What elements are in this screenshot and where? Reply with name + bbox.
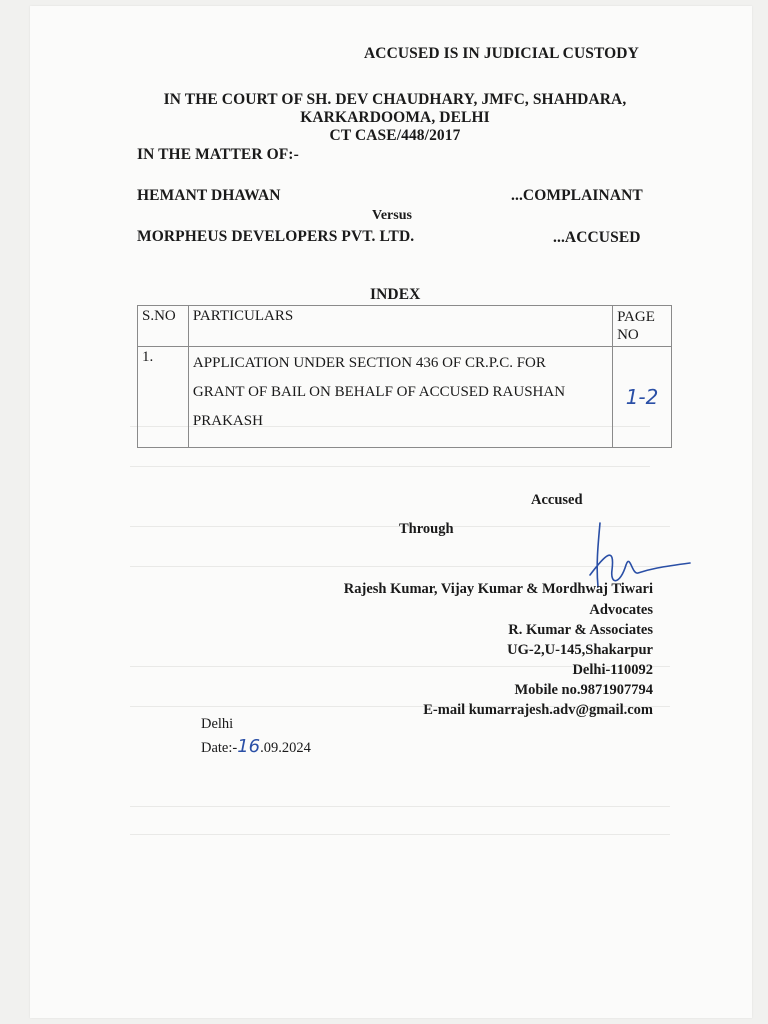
index-title: INDEX bbox=[370, 286, 421, 303]
court-line-1: IN THE COURT OF SH. DEV CHAUDHARY, JMFC, SHAHDARA, bbox=[163, 91, 627, 108]
row-particulars-line-1: APPLICATION UNDER SECTION 436 OF CR.P.C. FOR bbox=[192, 355, 546, 371]
accused-role: ...ACCUSED bbox=[553, 229, 641, 246]
case-number: CT CASE/448/2017 bbox=[329, 127, 461, 144]
custody-note: ACCUSED IS IN JUDICIAL CUSTODY bbox=[364, 45, 639, 62]
table-row bbox=[138, 347, 672, 448]
date-label: Date:- bbox=[201, 740, 238, 756]
firm-name: R. Kumar & Associates bbox=[508, 622, 653, 638]
advocates-names: Rajesh Kumar, Vijay Kumar & Mordhwaj Tiwari bbox=[343, 581, 653, 597]
header-page bbox=[613, 306, 672, 347]
table-header-row bbox=[138, 306, 672, 347]
header-sno: S.NO bbox=[138, 306, 189, 347]
row-particulars-line-2: GRANT OF BAIL ON BEHALF OF ACCUSED RAUSHAN bbox=[192, 384, 566, 400]
date-line bbox=[201, 736, 311, 757]
address-line-2: Delhi-110092 bbox=[572, 662, 653, 678]
through-label: Through bbox=[399, 521, 454, 537]
index-table bbox=[137, 305, 672, 448]
row-page bbox=[613, 347, 672, 448]
header-page-label: PAGE NO bbox=[617, 309, 655, 343]
date-rest: .09.2024 bbox=[260, 740, 311, 756]
complainant-name: HEMANT DHAWAN bbox=[137, 187, 281, 204]
matter-label: IN THE MATTER OF:- bbox=[137, 146, 299, 163]
accused-name: MORPHEUS DEVELOPERS PVT. LTD. bbox=[137, 228, 415, 245]
row-sno: 1. bbox=[138, 347, 189, 448]
row-particulars bbox=[188, 347, 612, 448]
complainant-role: ...COMPLAINANT bbox=[511, 187, 643, 204]
place-label: Delhi bbox=[201, 716, 234, 732]
versus-label: Versus bbox=[372, 208, 412, 223]
advocates-label: Advocates bbox=[589, 602, 653, 618]
mobile-number: Mobile no.9871907794 bbox=[514, 682, 653, 698]
accused-label: Accused bbox=[531, 492, 583, 508]
email-address: E-mail kumarrajesh.adv@gmail.com bbox=[423, 702, 653, 718]
row-particulars-line-3: PRAKASH bbox=[192, 413, 263, 429]
date-day-handwritten: 16 bbox=[237, 736, 261, 757]
header-particulars: PARTICULARS bbox=[188, 306, 612, 347]
court-line-2: KARKARDOOMA, DELHI bbox=[300, 109, 490, 126]
row-page-handwritten: 1-2 bbox=[625, 385, 659, 409]
address-line-1: UG-2,U-145,Shakarpur bbox=[507, 642, 653, 658]
